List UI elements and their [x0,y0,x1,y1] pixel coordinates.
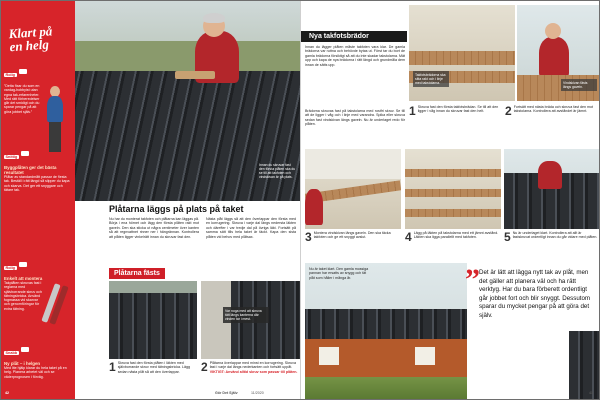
main-photo [75,1,300,201]
right-step-4: 4 Lägg på läkten på takstolarna med ett jämnt avstånd. Läkten ska ligga parallellt med takfoten. [405,230,499,244]
sidebar-heading: Ny plåt – i helgen [4,361,41,366]
sidebar-block-1 [4,63,70,154]
sidebar-tag: Rolig [5,73,15,77]
step-photo-4 [405,149,501,229]
right-step-4-text: Lägg på läkten på takstolarna med ett jämnt avstånd. Läkten ska ligga parallellt med takfoten. [413,231,499,240]
person-figure-icon [42,84,68,154]
sidebar-tag: Rolig [5,266,15,270]
photo-top-1 [409,5,515,101]
sidebar-title [8,23,76,54]
caulk-tube-icon [44,281,68,329]
step-photo-3 [305,149,401,229]
step-photo-1 [109,281,197,359]
body-column-1: Nu har du monterat takfoten och plåtarna kan läggas på. Börja i ena hörnet och lägg den första plåten rakt mot gaveln. Den ska sticka ut några centimeter över kanten så att regnvattnet rinner ner i hängrännan. Kontrollera att plåten ligger vinkelrätt innan du skruvar fast den. [109,217,199,239]
right-step-3-text: Montera vindskivan längs gaveln. Den ska täcka takfoten och ge ett snyggt avslut. [313,231,391,240]
pull-quote-text: Det är lätt att lägga nytt tak av plåt, men det gäller att planera väl och ha rätt verktyg. Har du bara förberett ordentligt går jobbet fort och blir snyggt. Dessutom sparar du mycket pengar på att göra det själv. [479,269,591,319]
photo-callout: Innan du skruvar fast den första plåten ska du se till att takfoten och vindskivan är på plats. [259,163,296,180]
right-step-5: 5 Nu är underlaget klart. Kontrollera att allt är fastskruvat ordentligt innan du går vidare med plåten. [504,230,598,244]
body-column-2: Nästa plåt läggs så att den överlappar den första med en korrugering. Skruva i varje dal längs nedersta läkten och därefter i var tredje dal på övriga läkt. Fortsätt på samma sätt tills hela taket är täckt. Kapa den sista plåten vid behov med plåtsax. [206,217,296,239]
right-body-column: Innan du lägger plåten måste takfoten vara klar. De gamla brädorna var ruttna och behövde bytas ut. Först tar du bort de gamla brädorna försiktigt så att du inte skadar takstolarna. Mät upp och kapa de nya brädorna i rätt längd och grundmåla dem innan de sätts upp. [305,45,405,67]
sidebar-heading: Byggplåten ger det bästa resultatet [4,165,57,175]
right-step-2-text: Fortsätt med nästa bräda och skruva fast den mot takstolarna. Kontrollera att avståndet är jämnt. [513,105,593,114]
footer-issue: 11/2020 [251,391,264,395]
sidebar-text: Takplåten skruvas fast i reglarna med självborrande skruv och tätningsbricka. Använd fogmassa vid skarvar och genomföringar för extra tätning. [4,281,42,311]
right-step-5-text: Nu är underlaget klart. Kontrollera att allt är fastskruvat ordentligt innan du går vidare med plåten. [512,231,598,240]
right-step-1-text: Skruva fast den första takfotsbrädan. Se till att den ligger i våg innan du skruvar fast den helt. [417,105,499,114]
sidebar-block-4 [4,341,70,379]
quote-mark-icon: ” [465,263,480,296]
magazine-spread [1,1,599,399]
section-label: Nya takfotsbrädor [301,31,407,42]
page-number-left: 42 [5,391,9,395]
sidebar-tag: Snabb [5,351,18,355]
sidebar-block-2 [4,145,70,192]
clock-icon [21,347,29,352]
page-number-right: 43 [589,391,593,395]
photo-callout: Vindskivan fästs längs gaveln. [561,79,597,91]
step-1-text: Skruva fast den första plåten i läkten med självborrande skruv med tätningsbricka. Lägg sedan nästa plåt så att den överlappar. [117,361,190,374]
clock-icon [19,262,27,267]
page-fold [300,1,301,399]
right-step-3: 3 Montera vindskivan längs gaveln. Den ska täcka takfoten och ge ett snyggt avslut. [305,230,391,244]
sidebar-title-line2: en helg [9,36,50,55]
section-heading: Plåtarna läggs på plats på taket [109,204,244,214]
footer-brand: Gör Det Själv [215,391,238,395]
sidebar-tag: Snittig [5,155,18,159]
step-2-text: Plåtarna överlappar med minst en korrugering. Skruva fast i varje dal längs nederkanten och fortsätt uppåt. [209,361,296,370]
sidebar [1,1,75,399]
photo-caption: Nu är taket klart. Den gamla mossiga pannan har ersatts av snygg och tät plåt som håller i många år. [309,267,369,280]
clock-icon [19,69,27,74]
step-2-warning: VIKTIGT: Använd alltid skruv som passar till plåten. [209,369,298,374]
step-2: 2 Plåtarna överlappar med minst en korrugering. Skruva fast i varje dal längs nederkanten och fortsätt uppåt. VIKTIGT: Använd alltid skruv som passar till plåten. [201,360,298,374]
step-photo-2 [201,281,300,359]
photo-caption: Var noga med att skruva tätt längs kanterna där vinden tar i mest. [223,307,269,323]
sidebar-quote-text: ”Detta fixar du som en vardag-hobbyist utan egna tak-erfarenheter. Med rätt förberedelser går det smidigt och du sparar pengar på att göra jobbet själv.” [4,84,40,114]
finished-roof-photo [305,263,467,399]
roof-detail-photo [569,331,599,399]
pull-quote [465,263,592,321]
sidebar-block-3 [4,256,70,329]
subsection-heading: Plåtarna fästs [109,268,165,279]
sidebar-text: Med lite hjälp klarar du hela taket på en helg. Planera arbetet väl och se väderprognosen i förväg. [4,366,67,379]
right-step-1: 1 Skruva fast den första takfotsbrädan. Se till att den ligger i våg innan du skruvar fast den helt. [409,104,499,118]
sidebar-heading: Enkelt att montera [4,276,43,281]
photo-callout: Takfotsbrädorna ska sitta rakt och i linje med takstolarna. [413,71,449,87]
right-step-2: 2 Fortsätt med nästa bräda och skruva fast den mot takstolarna. Kontrollera att avståndet är jämnt. [505,104,593,118]
sidebar-title-line1: Klart på [8,23,53,42]
sidebar-text: Plåtar av standardmått passar de flesta tak. Beställ i rätt längd så slipper du kapa och skarva. Det ger ett snyggare och tätare tak. [4,175,70,192]
clock-icon [21,151,29,156]
photo-top-2 [517,5,599,101]
step-1: 1 Skruva fast den första plåten i läkten med självborrande skruv med tätningsbricka. Lägg sedan nästa plåt så att den överlappar. [109,360,190,374]
right-body-column-2: Brädorna skruvas fast på takstolarna med rostfri skruv. Se till att de ligger i våg och i linje med varandra. Spika eller skruva sedan fast vindskivan längs gaveln. Nu är underlaget redo för plåten. [305,109,405,127]
step-photo-5 [504,149,599,229]
